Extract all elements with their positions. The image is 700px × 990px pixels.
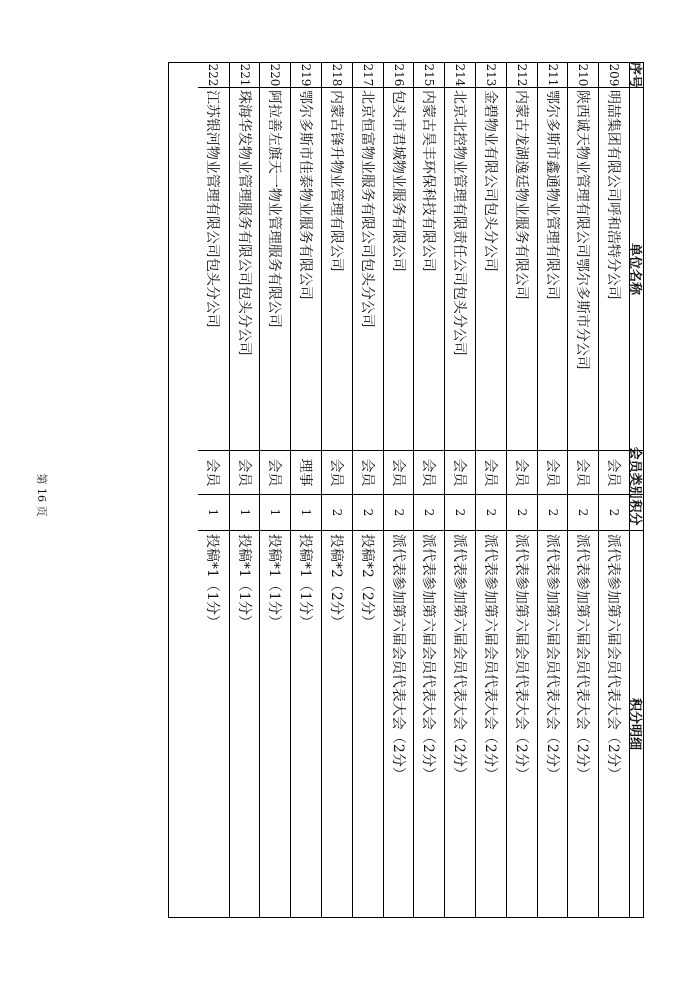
row-points: 2 [322,495,352,531]
table-row [321,63,352,917]
row-points: 2 [414,495,444,531]
row-unit-name: 内蒙古锋升物业管理有限公司 [322,88,352,451]
row-unit-name: 内蒙古昊丰环保科技有限公司 [414,88,444,451]
row-unit-name: 鄂尔多斯市佳泰物业服务有限公司 [291,88,321,451]
row-points-detail: 投稿*1（1分） [297,533,314,629]
row-seq: 212 [507,63,537,88]
table-row [567,63,598,917]
member-points-table [168,62,644,918]
row-member-type: 会员 [322,451,352,495]
header-points-detail: 积分明细 [627,697,642,750]
header-name: 单位名称 [630,88,643,451]
row-seq: 219 [291,63,321,88]
row-member-type: 会员 [353,451,383,495]
row-unit-name: 北京恒富物业服务有限公司包头分公司 [353,88,383,451]
table-row [352,63,383,917]
row-unit-name: 江苏银河物业管理有限公司包头分公司 [198,88,229,451]
row-member-type: 会员 [198,451,229,495]
table-row [444,63,475,917]
table-row [259,63,290,917]
row-seq: 217 [353,63,383,88]
row-unit-name: 包头市君城物业服务有限公司 [384,88,414,451]
table-row [475,63,506,917]
row-unit-name: 明喆集团有限公司呼和浩特分公司 [599,88,629,451]
row-points: 2 [353,495,383,531]
table-row [198,63,229,917]
table-header-row [629,63,643,917]
row-seq: 214 [445,63,475,88]
row-points: 2 [445,495,475,531]
row-member-type: 会员 [599,451,629,495]
row-seq: 218 [322,63,352,88]
row-seq: 210 [568,63,598,88]
row-points: 2 [384,495,414,531]
row-points-detail: 投稿*1（1分） [235,533,252,629]
row-member-type: 会员 [507,451,537,495]
row-unit-name: 珠海华发物业管理服务有限公司包头分公司 [230,88,260,451]
table-body [198,63,629,917]
row-points-detail: 派代表参加第六届会员代表大会（2分） [481,533,498,781]
row-seq: 222 [198,63,229,88]
table-row [598,63,629,917]
row-member-type: 会员 [476,451,506,495]
row-member-type: 会员 [538,451,568,495]
row-member-type: 会员 [384,451,414,495]
row-points-detail: 派代表参加第六届会员代表大会（2分） [420,533,437,781]
row-seq: 221 [230,63,260,88]
row-member-type: 会员 [260,451,290,495]
page-number: 第 16 页 [35,473,48,517]
row-points-detail: 派代表参加第六届会员代表大会（2分） [451,533,468,781]
row-member-type: 会员 [445,451,475,495]
row-points-detail: 派代表参加第六届会员代表大会（2分） [543,533,560,781]
row-points-detail: 投稿*1（1分） [204,533,221,629]
header-seq: 序号 [627,62,642,89]
row-seq: 220 [260,63,290,88]
table-row [383,63,414,917]
row-seq: 213 [476,63,506,88]
row-seq: 216 [384,63,414,88]
row-points-detail: 投稿*1（1分） [266,533,283,629]
row-seq: 211 [538,63,568,88]
row-points: 2 [538,495,568,531]
header-member-type: 会员类别 [627,446,642,499]
row-points: 2 [568,495,598,531]
row-points-detail: 派代表参加第六届会员代表大会（2分） [512,533,529,781]
table-row [290,63,321,917]
row-points-detail: 投稿*2（2分） [358,533,375,629]
row-points: 1 [230,495,260,531]
page-content [168,62,644,918]
row-points-detail: 派代表参加第六届会员代表大会（2分） [574,533,591,781]
header-points: 积分 [630,495,643,531]
table-row [229,63,260,917]
row-member-type: 会员 [568,451,598,495]
row-member-type: 会员 [414,451,444,495]
row-points: 2 [599,495,629,531]
row-unit-name: 内蒙古龙湖逸廷物业服务有限公司 [507,88,537,451]
row-unit-name: 鄂尔多斯市鑫通物业管理有限公司 [538,88,568,451]
table-row [413,63,444,917]
row-unit-name: 北京北控物业管理有限责任公司包头分公司 [445,88,475,451]
row-points-detail: 派代表参加第六届会员代表大会（2分） [605,533,622,781]
row-points-detail: 派代表参加第六届会员代表大会（2分） [389,533,406,781]
row-points: 1 [291,495,321,531]
row-points: 2 [476,495,506,531]
row-points: 2 [507,495,537,531]
row-member-type: 理事 [291,451,321,495]
table-row [537,63,568,917]
page-footer [28,464,68,526]
row-points: 1 [260,495,290,531]
row-seq: 209 [599,63,629,88]
row-unit-name: 金碧物业有限公司包头分公司 [476,88,506,451]
row-unit-name: 陕西诚天物业管理有限公司鄂尔多斯市分公司 [568,88,598,451]
row-member-type: 会员 [230,451,260,495]
row-points: 1 [198,495,229,531]
row-seq: 215 [414,63,444,88]
row-unit-name: 阿拉善左旗天一物业管理服务有限公司 [260,88,290,451]
table-row [506,63,537,917]
row-points-detail: 投稿*2（2分） [327,533,344,629]
